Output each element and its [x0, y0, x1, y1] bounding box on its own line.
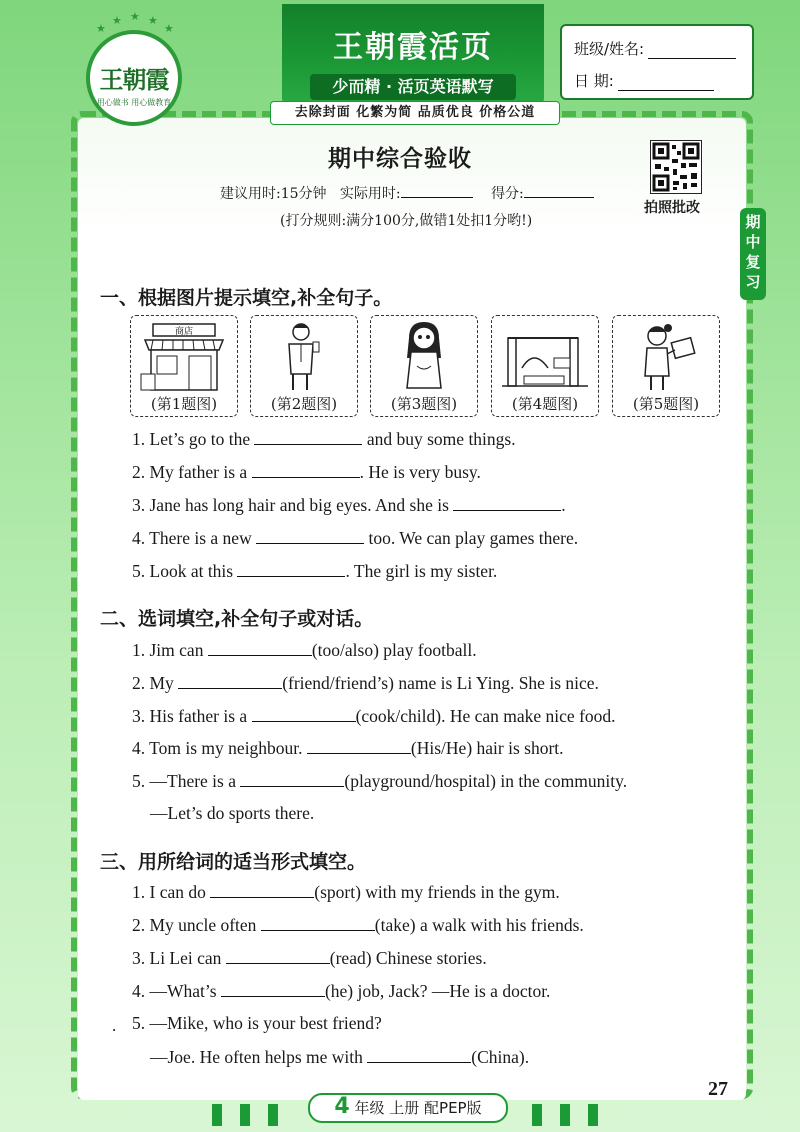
- item-text: 4. Tom is my neighbour.: [132, 738, 303, 758]
- item-text: 5. —There is a: [132, 771, 236, 791]
- qr-label: 拍照批改: [644, 200, 700, 216]
- star-icon: ★: [164, 22, 174, 35]
- item-text: 2. My: [132, 673, 174, 693]
- list-item: [132, 428, 516, 450]
- decor-stripe: [560, 1104, 570, 1126]
- side-tab-char: 复: [745, 253, 761, 271]
- side-tab-char: 中: [745, 233, 761, 251]
- item-text: (China).: [471, 1047, 530, 1067]
- list-item: [132, 461, 481, 483]
- item-text: . The girl is my sister.: [345, 561, 498, 581]
- list-item: [132, 770, 627, 792]
- side-tab: [740, 208, 766, 300]
- answer-blank[interactable]: [240, 770, 344, 787]
- side-tab-char: 习: [745, 273, 761, 291]
- list-item: [132, 737, 564, 759]
- logo-subtext: 用心做书 用心做教育: [96, 98, 172, 107]
- picture-3: [370, 315, 478, 417]
- list-item: [132, 881, 560, 903]
- section-3-title: 三、用所给词的适当形式填空。: [100, 851, 367, 873]
- answer-blank[interactable]: [237, 560, 345, 577]
- item-text: 3. Jane has long hair and big eyes. And she is: [132, 495, 449, 515]
- logo-text: 王朝霞: [99, 65, 169, 94]
- answer-blank[interactable]: [254, 428, 362, 445]
- item-text: (take) a walk with his friends.: [374, 915, 584, 935]
- side-tab-char: 期: [745, 213, 761, 231]
- picture-caption: (第3题图): [390, 395, 458, 413]
- time-score-line: [220, 183, 608, 203]
- item-text: 4. There is a new: [132, 528, 252, 548]
- answer-blank[interactable]: [252, 705, 356, 722]
- list-item: 5. —Mike, who is your best friend?: [132, 1013, 382, 1033]
- item-text: 4. —What’s: [132, 981, 217, 1001]
- item-text: (playground/hospital) in the community.: [344, 771, 628, 791]
- item-text: 5. Look at this: [132, 561, 234, 581]
- star-icon: ★: [148, 14, 158, 27]
- answer-blank[interactable]: [210, 881, 314, 898]
- qr-code-icon[interactable]: [650, 140, 702, 194]
- picture-caption: (第2题图): [270, 395, 338, 413]
- item-text: (sport) with my friends in the gym.: [314, 882, 560, 902]
- picture-4: [491, 315, 599, 417]
- decor-stripe: [240, 1104, 250, 1126]
- shop-sign-text: 商店: [174, 327, 194, 337]
- list-item: [132, 494, 566, 516]
- list-item: [132, 980, 550, 1002]
- actual-time-field[interactable]: [401, 184, 473, 198]
- answer-blank[interactable]: [208, 639, 312, 656]
- decor-stripe: [268, 1104, 278, 1126]
- item-text: (read) Chinese stories.: [329, 948, 487, 968]
- shop-icon: [131, 318, 237, 396]
- date-label: 日 期:: [574, 72, 614, 90]
- answer-blank[interactable]: [226, 947, 330, 964]
- girl-with-photo-icon: [613, 318, 719, 396]
- office-worker-icon: [251, 318, 357, 396]
- brand-logo: [86, 30, 182, 126]
- suggested-time: 建议用时:15分钟: [220, 186, 327, 202]
- item-text: (friend/friend’s) name is Li Ying. She is nice.: [282, 673, 599, 693]
- brand-title: 王朝霞活页: [333, 30, 493, 65]
- answer-blank[interactable]: [367, 1046, 471, 1063]
- list-item: [132, 914, 584, 936]
- picture-1: [130, 315, 238, 417]
- item-text: —Joe. He often helps me with: [150, 1047, 363, 1067]
- item-text: and buy some things.: [366, 429, 516, 449]
- section-2-title: 二、选词填空,补全句子或对话。: [100, 608, 374, 630]
- page-title: 期中综合验收: [328, 146, 472, 172]
- picture-caption: (第4题图): [511, 395, 579, 413]
- stray-mark: .: [112, 1016, 117, 1035]
- date-field[interactable]: [618, 76, 714, 91]
- item-text: . He is very busy.: [359, 462, 481, 482]
- answer-blank[interactable]: [256, 527, 364, 544]
- grade-number: 4: [334, 1094, 350, 1119]
- list-item: [132, 560, 497, 582]
- actual-time-label: 实际用时:: [339, 186, 401, 202]
- item-text: 1. I can do: [132, 882, 206, 902]
- picture-2: [250, 315, 358, 417]
- picture-caption: (第5题图): [632, 395, 700, 413]
- answer-blank[interactable]: [221, 980, 325, 997]
- decor-stripe: [588, 1104, 598, 1126]
- list-item: [132, 947, 487, 969]
- item-text: (His/He) hair is short.: [410, 738, 564, 758]
- student-info-box: [560, 24, 754, 100]
- item-text: (cook/child). He can make nice food.: [355, 706, 616, 726]
- dialogue-reply: —Let’s do sports there.: [150, 803, 315, 823]
- girl-icon: [371, 318, 477, 396]
- item-text: 2. My father is a: [132, 462, 248, 482]
- item-text: too. We can play games there.: [368, 528, 579, 548]
- star-icon: ★: [96, 22, 106, 35]
- list-item: [132, 527, 578, 549]
- grade-tab: [308, 1093, 508, 1123]
- item-text: .: [561, 495, 566, 515]
- item-text: (too/also) play football.: [311, 640, 477, 660]
- item-text: 1. Let’s go to the: [132, 429, 251, 449]
- brand-banner: [282, 4, 544, 108]
- decor-stripe: [212, 1104, 222, 1126]
- section-1-title: 一、根据图片提示填空,补全句子。: [100, 287, 393, 309]
- scoring-rule: (打分规则:满分100分,做错1处扣1分哟!): [280, 213, 533, 229]
- item-text: 1. Jim can: [132, 640, 204, 660]
- score-label: 得分:: [491, 186, 524, 202]
- item-text: 3. His father is a: [132, 706, 248, 726]
- brand-subtitle: 少而精 · 活页英语默写: [310, 74, 516, 100]
- class-name-row: [574, 38, 736, 59]
- playground-icon: [492, 318, 598, 396]
- score-field[interactable]: [524, 184, 594, 198]
- list-item: [132, 705, 616, 727]
- item-text: 2. My uncle often: [132, 915, 257, 935]
- page-number: 27: [708, 1078, 728, 1100]
- class-name-label: 班级/姓名:: [574, 40, 645, 58]
- decor-stripe: [532, 1104, 542, 1126]
- answer-blank[interactable]: [252, 461, 360, 478]
- star-icon: ★: [130, 10, 140, 23]
- list-item: [150, 1046, 529, 1068]
- list-item: [132, 639, 477, 661]
- slogan-bar: 去除封面 化繁为简 品质优良 价格公道: [270, 101, 560, 125]
- answer-blank[interactable]: [261, 914, 375, 931]
- picture-caption: (第1题图): [150, 395, 218, 413]
- item-text: 3. Li Lei can: [132, 948, 222, 968]
- star-icon: ★: [112, 14, 122, 27]
- answer-blank[interactable]: [307, 737, 411, 754]
- picture-5: [612, 315, 720, 417]
- date-row: [574, 70, 714, 91]
- answer-blank[interactable]: [178, 672, 282, 689]
- list-item: [132, 672, 599, 694]
- grade-text: 年级 上册 配PEP版: [354, 1099, 482, 1117]
- answer-blank[interactable]: [453, 494, 561, 511]
- item-text: (he) job, Jack? —He is a doctor.: [324, 981, 551, 1001]
- class-name-field[interactable]: [648, 44, 736, 59]
